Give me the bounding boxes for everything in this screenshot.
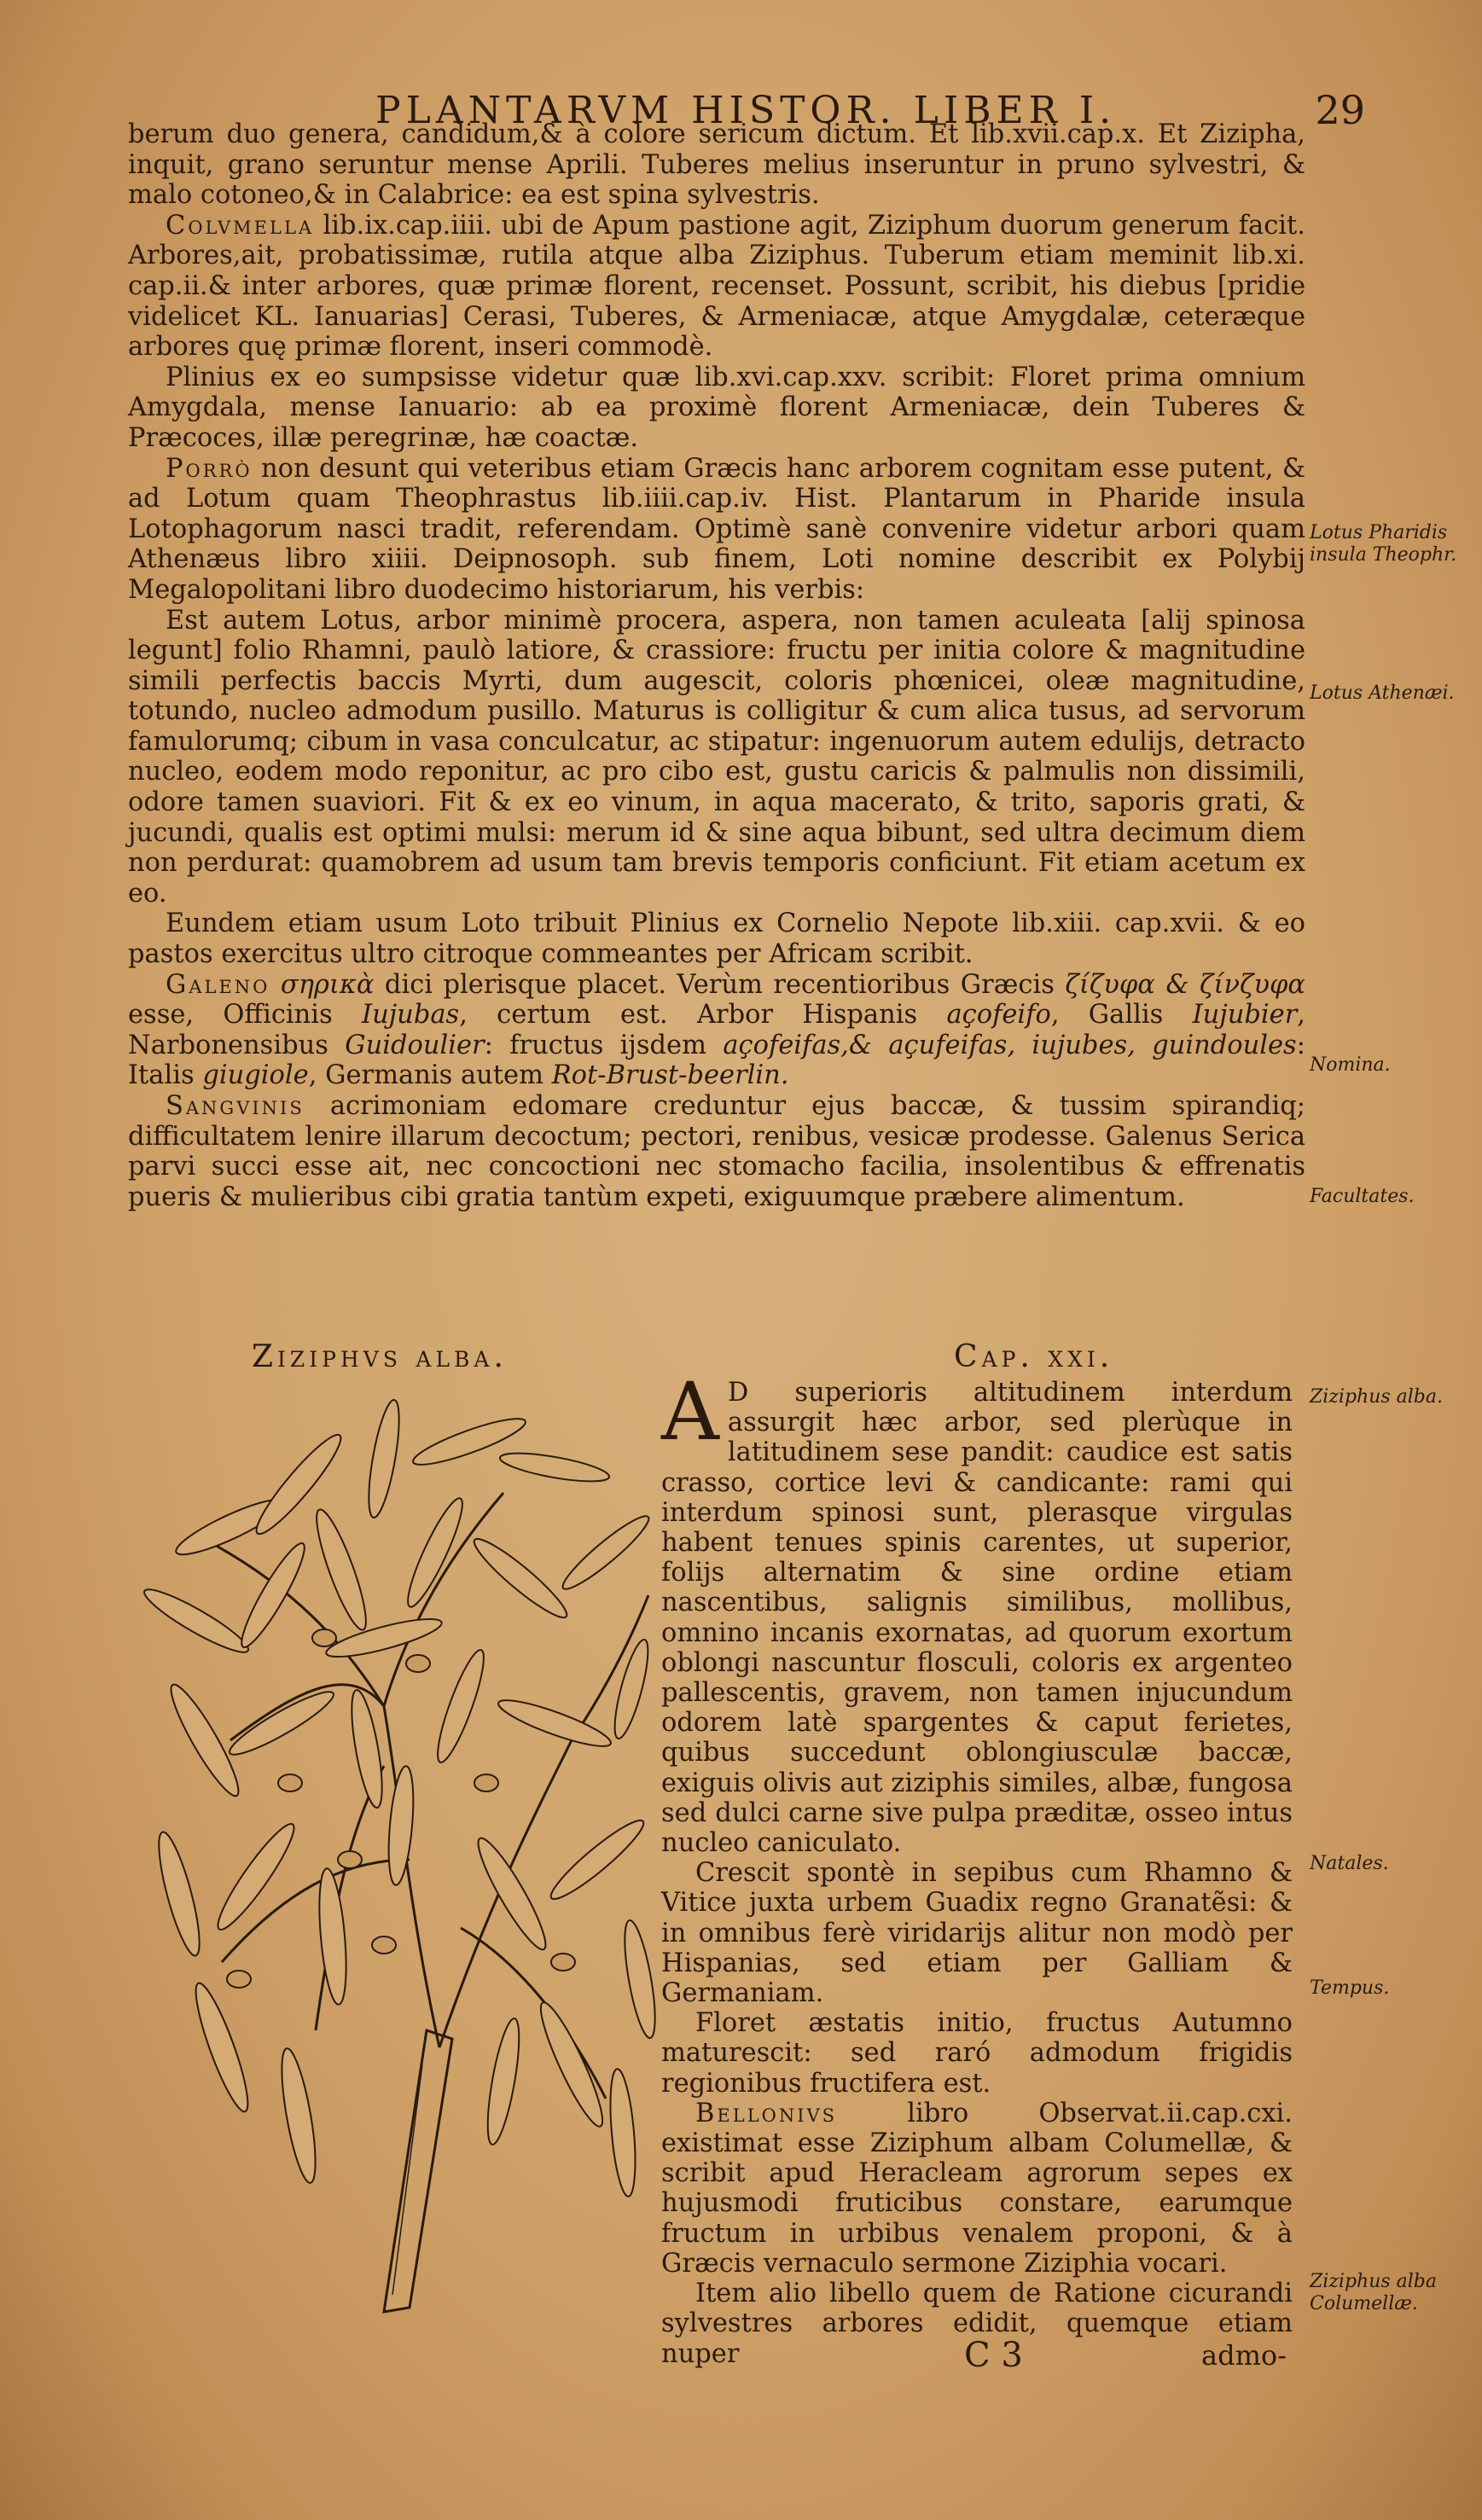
page-number: 29: [1315, 87, 1365, 133]
signature-mark: C 3: [964, 2336, 1023, 2375]
paragraph: Colvmella lib.ix.cap.iiii. ubi de Apum pastione agit, Ziziphum duorum generum facit. Arbores,ait, probatissimæ, rutila atque alba Ziziphus. Tuberum etiam meminit lib.xi. cap.ii.& inter arbores, quæ primæ florent, recenset. Possunt, scribit, his diebus [pridie videlicet KL. Ianuarias] Cerasi, Tuberes, & Armeniacæ, atque Amygdalæ, ceteræque arbores quę primæ florent, inseri commodè.: [128, 210, 1305, 363]
paragraph: Item alio libello quem de Ratione cicurandi sylvestres arbores edidit, quemque etiam nuper: [661, 2279, 1293, 2369]
margin-note-lotus-athenaei: Lotus Athenæi.: [1310, 682, 1455, 704]
margin-note-ziziphus-columellae: Ziziphus alba Columellæ.: [1310, 2271, 1438, 2314]
chapter-heading: Cap. xxi.: [954, 1339, 1114, 1374]
paragraph: A D superioris altitudinem interdum assurgit hæc arbor, sed plerùque in latitudinem sese pandit: caudice est satis crasso, cortice levi & candicante: rami qui interdum spinosi sunt, plerasque virgulas habent tenues spinis carentes, ut superior, folijs alternatim & sine ordine etiam nascentibus, salignis similibus, mollibus, omnino incanis exornatas, ad quorum exortum oblongi nascuntur flosculi, coloris ex argenteo pallescentis, gravem, non tamen injucundum odorem latè spargentes & caput ferietes, quibus succedunt oblongiusculæ baccæ, exiguis olivis aut ziziphis similes, albæ, fungosa sed dulci carne sive pulpa præditæ, osseo intus nucleo caniculato.: [661, 1366, 1293, 1859]
margin-note-natales: Natales.: [1310, 1853, 1389, 1874]
catchword: admo-: [1201, 2339, 1287, 2372]
chapter-text: [661, 1366, 1293, 2369]
paragraph: berum duo genera, candidum,& à colore sericum dictum. Et lib.xvii.cap.x. Et Zizipha, inquit, grano seruntur mense Aprili. Tuberes melius inseruntur in pruno sylvestri, & malo cotoneo,& in Calabrice: ea est spina sylvestris.: [128, 119, 1305, 211]
margin-note-ziziphus-alba: Ziziphus alba.: [1310, 1386, 1443, 1408]
paragraph: Porrò non desunt qui veteribus etiam Græcis hanc arborem cognitam esse putent, & ad Lotum quam Theophrastus lib.iiii.cap.iv. Hist. Plantarum in Pharide insula Lotophagorum nasci tradit, referendam. Optimè sanè convenire videtur arbori quam Athenæus libro xiiii. Deipnosoph. sub finem, Loti nomine describit ex Polybij Megalopolitani libro duodecimo historiarum, his verbis:: [128, 453, 1305, 605]
figure-title: Ziziphvs alba.: [252, 1339, 508, 1374]
main-text: [128, 119, 1305, 1212]
margin-note-tempus: Tempus.: [1310, 1977, 1390, 1999]
nomina-paragraph: Galeno σηρικὰ dici plerisque placet. Verùm recentioribus Græcis ζίζυφα & ζίνζυφα esse, Officinis Iujubas, certum est. Arbor Hispanis açofeifo, Gallis Iujubier, Narbonensibus Guidoulier: fructus ijsdem açofeifas,& açufeifas, iujubes, guindoules: Italis giugiole, Germanis autem Rot-Brust-beerlin.: [128, 969, 1306, 1091]
tempus-paragraph: Floret æstatis initio, fructus Autumno maturescit: sed raró admodum frigidis regionibus fructifera est.: [661, 2008, 1293, 2099]
paragraph: Bellonivs libro Observat.ii.cap.cxi. existimat esse Ziziphum albam Columellæ, & scribit apud Heracleam agrorum sepes ex hujusmodi fruticibus constare, earumque fructum in urbibus venalem proponi, & à Græcis vernaculo sermone Ziziphia vocari.: [661, 2098, 1293, 2279]
paragraph: Eundem etiam usum Loto tribuit Plinius ex Cornelio Nepote lib.xiii. cap.xvii. & eo pastos exercitus ultro citroque commeantes per Africam scribit.: [128, 909, 1305, 970]
facultates-paragraph: Sangvinis acrimoniam edomare creduntur ejus baccæ, & tussim spirandiq; difficultatem lenire illarum decoctum; pectori, renibus, vesicæ prodesse. Galenus Serica parvi succi esse ait, nec concoctioni nec stomacho facilia, insolentibus & effrenatis pueris & mulieribus cibi gratia tantùm expeti, exiguumque præbere alimentum.: [128, 1091, 1305, 1212]
ziziphus-woodcut-illustration: [128, 1382, 674, 2320]
margin-note-facultates: Facultates.: [1310, 1186, 1415, 1207]
quotation-paragraph: Est autem Lotus, arbor minimè procera, aspera, non tamen aculeata [alij spinosa legunt] folio Rhamni, paulò latiore, & crassiore: fructu per initia colore & magnitudine simili perfectis baccis Myrti, dum augescit, coloris phœnicei, oleæ magnitudine, totundo, nucleo admodum pusillo. Maturus is colligitur & cum alica tusus, ad servorum famulorumq; cibum in vasa conculcatur, ac stipatur: ingenuorum autem edulijs, detracto nucleo, eodem modo reponitur, ac pro cibo est, gustu caricis & palmulis non dissimili, odore tamen suaviori. Fit & ex eo vinum, in aqua macerato, & trito, saporis grati, & jucundi, qualis est optimi mulsi: merum id & sine aqua bibunt, sed ultra decimum diem non perdurat: quamobrem ad usum tam brevis temporis conficiunt. Fit etiam acetum ex eo.: [128, 605, 1305, 909]
paragraph: Plinius ex eo sumpsisse videtur quæ lib.xvi.cap.xxv. scribit: Floret prima omnium Amygdala, mense Ianuario: ab ea proximè florent Armeniacæ, dein Tuberes & Præcoces, illæ peregrinæ, hæ coactæ.: [128, 362, 1305, 453]
drop-cap: A: [661, 1366, 719, 1459]
natales-paragraph: Crescit spontè in sepibus cum Rhamno & Vitice juxta urbem Guadix regno Granatẽsi: & in omnibus ferè viridarijs alitur non modò per Hispanias, sed etiam per Galliam & Germaniam.: [661, 1858, 1293, 2009]
margin-note-nomina: Nomina.: [1310, 1054, 1391, 1076]
margin-note-lotus-pharidis: Lotus Pharidis insula Theophr.: [1310, 522, 1457, 566]
running-title: PLANTARVM HISTOR. LIBER I.: [375, 89, 1117, 132]
